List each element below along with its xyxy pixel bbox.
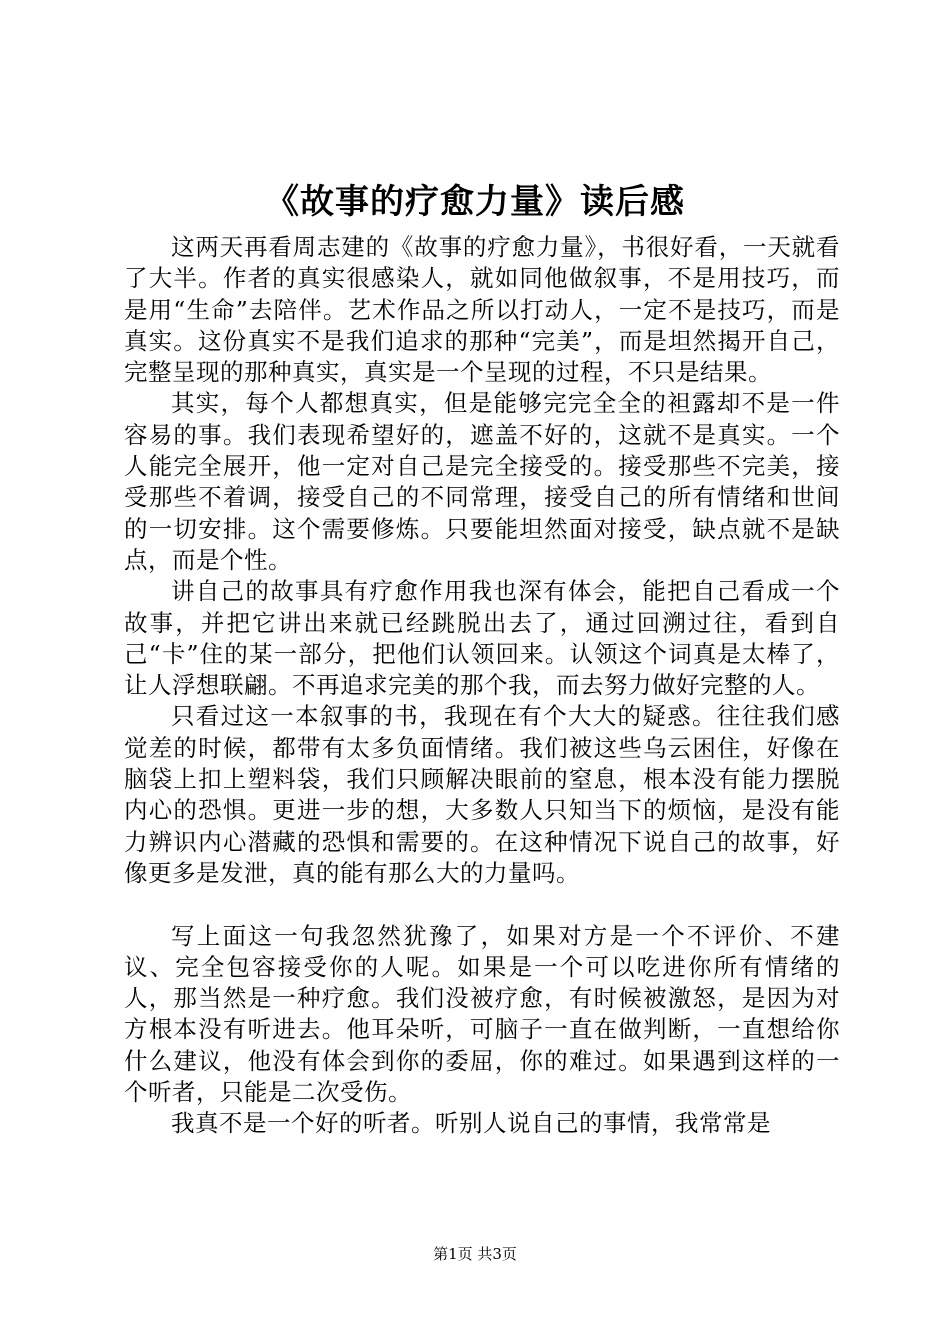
paragraph-spacer xyxy=(124,889,840,920)
document-title: 《故事的疗愈力量》读后感 xyxy=(265,182,685,222)
paragraph-5: 写上面这一句我忽然犹豫了，如果对方是一个不评价、不建议、完全包容接受你的人呢。如果是一个可以吃进你所有情绪的人，那当然是一种疗愈。我们没被疗愈，有时候被激怒，是因为对方根本没有听进去。他耳朵听，可脑子一直在做判断，一直想给你什么建议，他没有体会到你的委屈，你的难过。如果遇到这样的一个听者，只能是二次受伤。 xyxy=(124,921,840,1107)
page-footer: 第1页 共3页 xyxy=(433,1245,517,1263)
paragraph-6: 我真不是一个好的听者。听别人说自己的事情，我常常是 xyxy=(171,1109,771,1138)
document-body xyxy=(124,232,840,1140)
paragraph-3: 讲自己的故事具有疗愈作用我也深有体会，能把自己看成一个故事，并把它讲出来就已经跳脱出去了，通过回溯过往，看到自己“卡”住的某一部分，把他们认领回来。认领这个词真是太棒了，让人浮想联翩。不再追求完美的那个我，而去努力做好完整的人。 xyxy=(124,577,840,700)
paragraph-4: 只看过这一本叙事的书，我现在有个大大的疑惑。往往我们感觉差的时候，都带有太多负面情绪。我们被这些乌云困住，好像在脑袋上扣上塑料袋，我们只顾解决眼前的窒息，根本没有能力摆脱内心的恐惧。更进一步的想，大多数人只知当下的烦恼，是没有能力辨识内心潜藏的恐惧和需要的。在这种情况下说自己的故事，好像更多是发泄，真的能有那么大的力量吗。 xyxy=(124,702,840,887)
paragraph-2: 其实，每个人都想真实，但是能够完完全全的袒露却不是一件容易的事。我们表现希望好的，遮盖不好的，这就不是真实。一个人能完全展开，他一定对自己是完全接受的。接受那些不完美，接受那些不着调，接受自己的不同常理，接受自己的所有情绪和世间的一切安排。这个需要修炼。只要能坦然面对接受，缺点就不是缺点，而是个性。 xyxy=(124,389,840,574)
paragraph-1: 这两天再看周志建的《故事的疗愈力量》，书很好看，一天就看了大半。作者的真实很感染人，就如同他做叙事，不是用技巧，而是用“生命”去陪伴。艺术作品之所以打动人，一定不是技巧，而是真实。这份真实不是我们追求的那种“完美”，而是坦然揭开自己，完整呈现的那种真实，真实是一个呈现的过程，不只是结果。 xyxy=(124,233,840,387)
